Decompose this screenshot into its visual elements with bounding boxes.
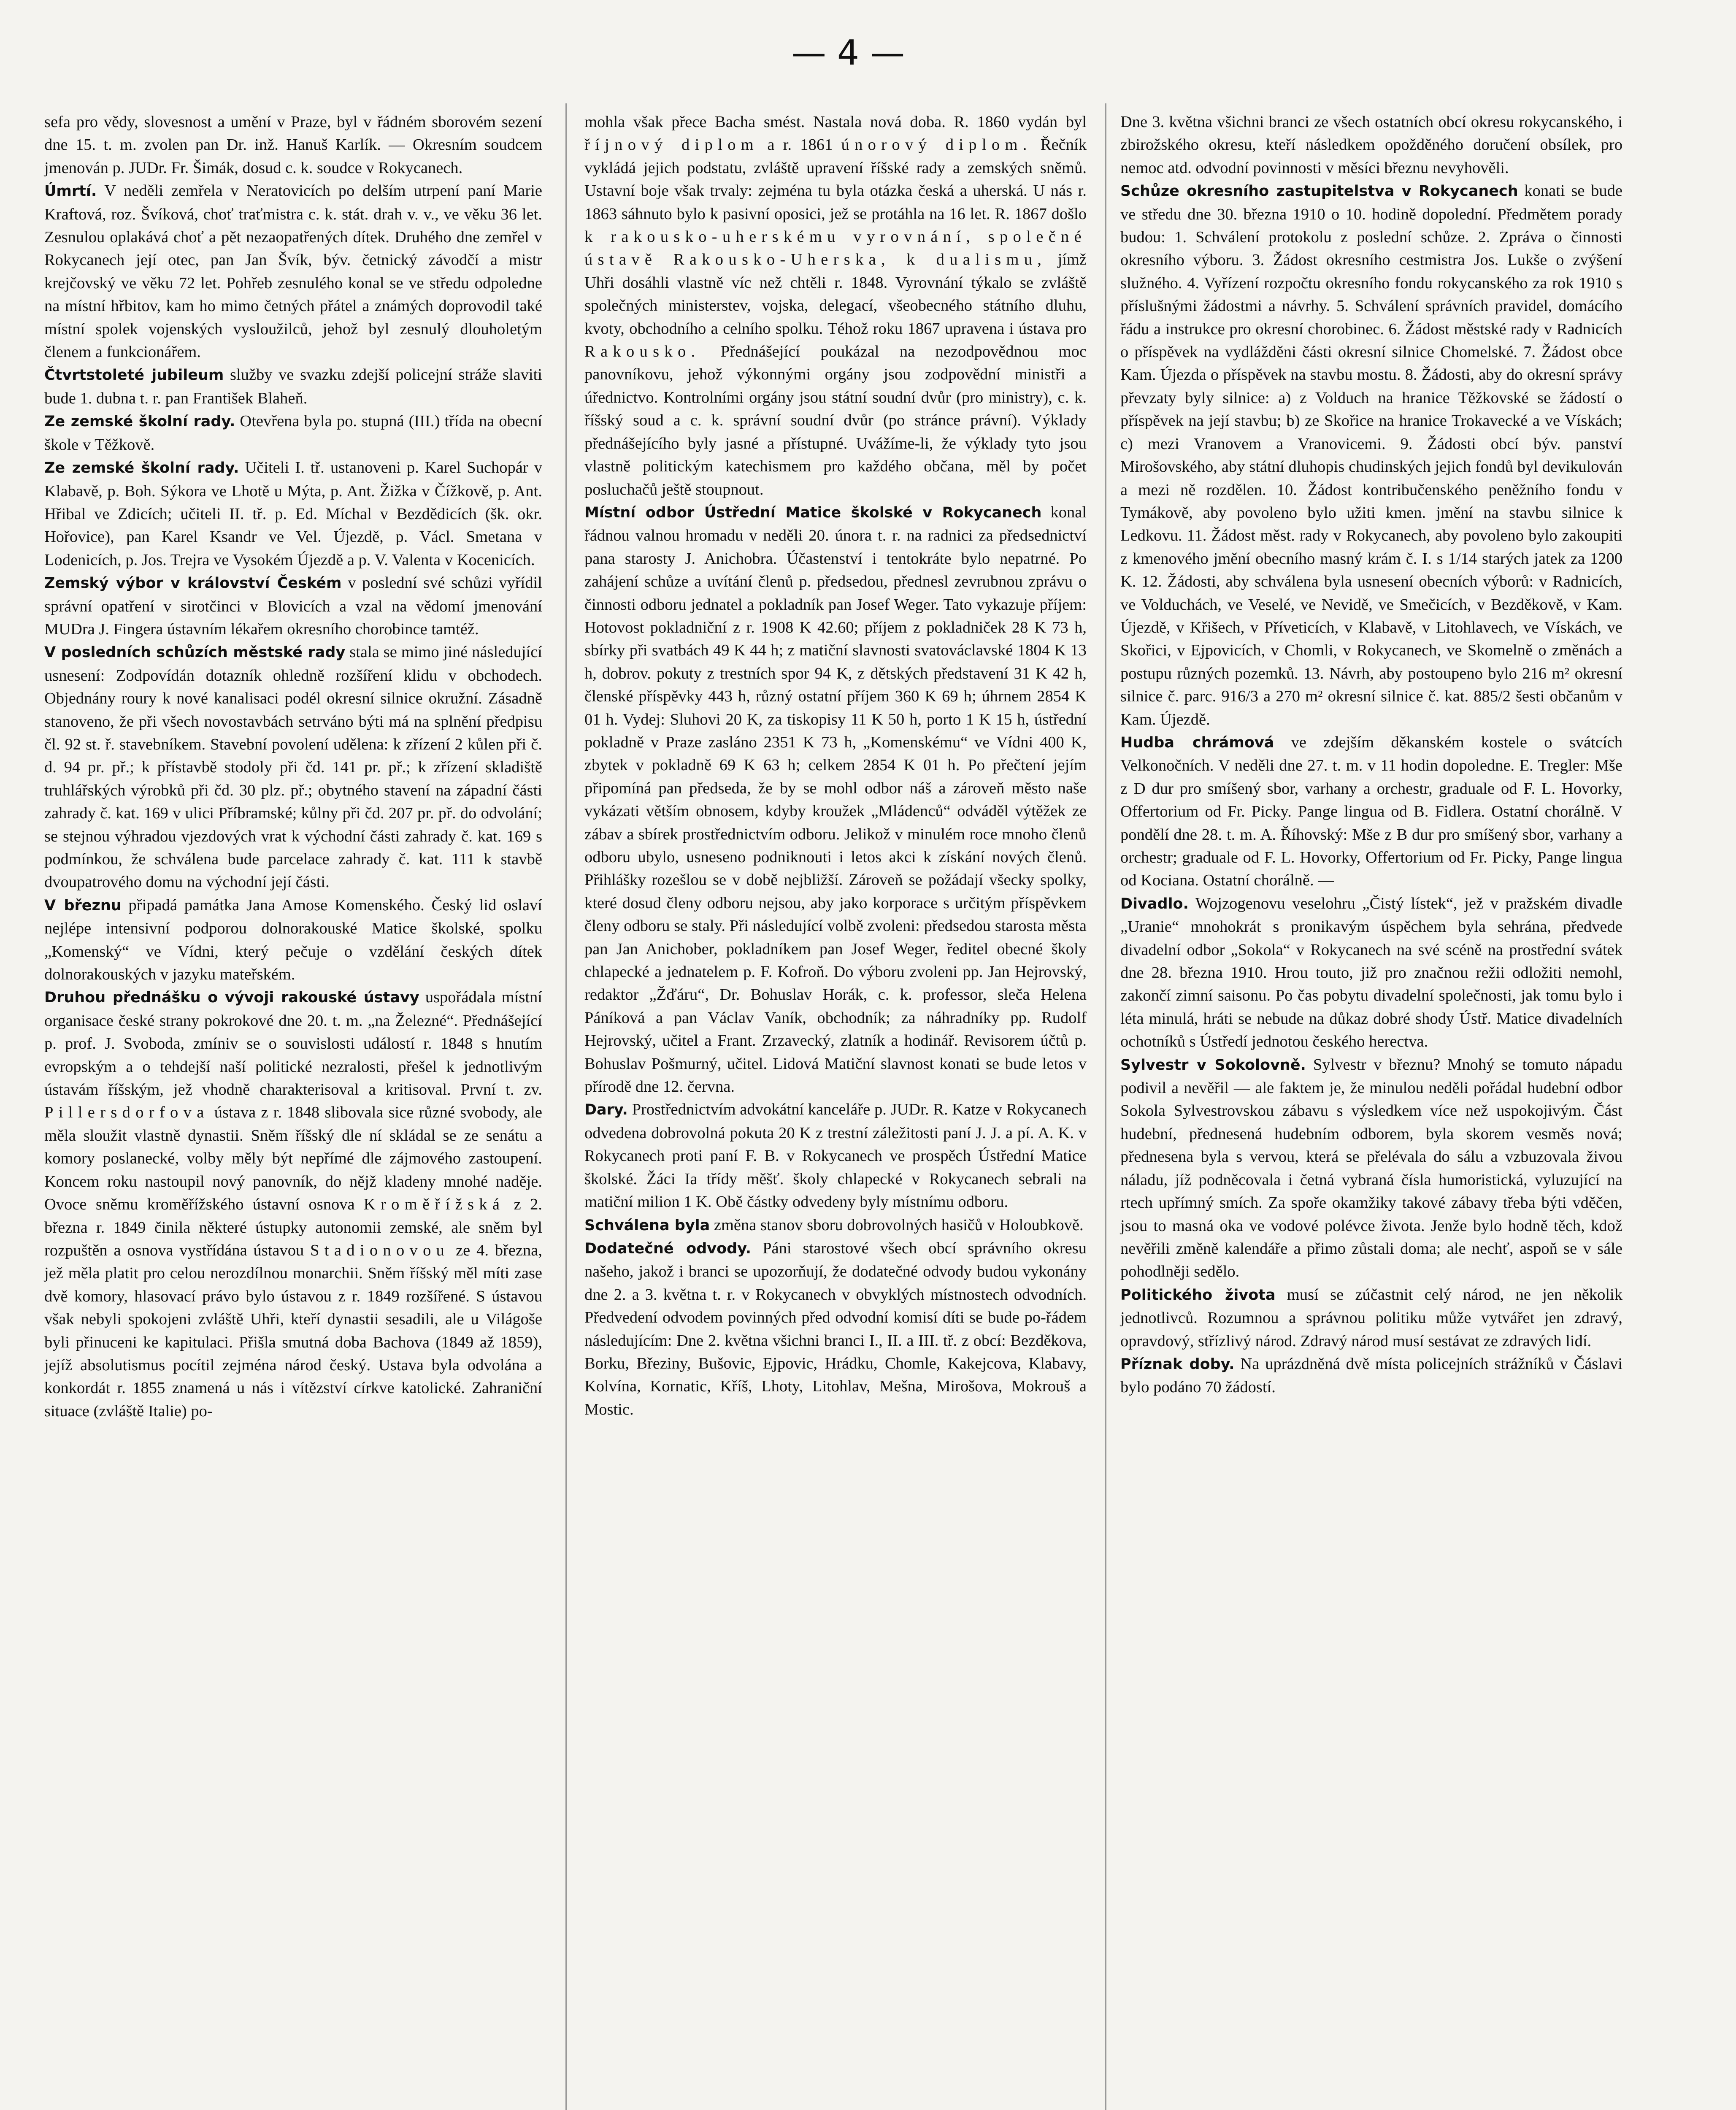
article-text: z 2. března r. 1849 činila některé ústupky autonomii zemské, ale sněm byl rozpuštěn a osnova vystřídána ústavou	[44, 1196, 542, 1259]
article	[1120, 731, 1622, 892]
article-text: Sylvestr v březnu? Mnohý se tomuto nápadu podivil a nevěřil — ale faktem je, že minulou neděli pořádal hudební odbor Sokola Sylvestrovskou zábavu s výsledkem více než uspokojivým. Část hudební, přednesená hudebním odborem, byla skorem vesměs nová; přednesena byla s vervou, která se přelévala do sálu a vzbuzovala živou náladu, jíž podněcovala i četná vybraná čísla humoristická, vyluzující na rtech upřímný smích. Za spoře okamžiky takové zábavy třeba býti vděčen, jsou to masná oka ve vodové polévce života. Jenže bylo hodně těch, kdož nevěřili změně kalendáře a přimo zůstali doma; ale nechť, aspoň se v sále pohodlněji sedělo.	[1120, 1055, 1622, 1281]
article-heading: Ze zemské školní rady.	[44, 413, 235, 430]
article-text: ve zdejším děkanském kostele o svátcích Velkonočních. V neděli dne 27. t. m. v 11 hodin dopoledne. E. Tregler: Mše z D dur pro smíšený sbor, varhany a orchestr, graduale od F. L. Hovorky, Offertorium od Fr. Picky. Pange lingua od B. Fidlera. Ostatní chorálně. V pondělí dne 28. t. m. A. Říhovský: Mše z B dur pro smíšený sbor, varhany a orchestr; graduale od F. L. Hovorky, Offertorium od Fr. Picky, Pange lingua od Kociana. Ostatní chorálně. —	[1120, 733, 1622, 890]
spaced-text: Pillersdorfova	[44, 1104, 209, 1122]
spaced-text: říjnový diplom	[584, 136, 759, 154]
article	[584, 1214, 1087, 1237]
article	[584, 1098, 1087, 1213]
spaced-text: únorový diplom.	[841, 136, 1032, 154]
article	[584, 1237, 1087, 1421]
spaced-text: Stadionovou	[310, 1241, 450, 1259]
article-text: jímž Uhři dosáhli vlastně víc než chtěli r. 1848. Vyrovnání týkalo se zvláště společných ministerstev, vojska, delegací, všeobecného státního dluhu, kvoty, obchodního a celního spolku. Téhož roku 1867 upravena i ústava pro	[584, 251, 1087, 338]
article-heading: Politického života	[1120, 1286, 1276, 1304]
article	[1120, 1283, 1622, 1353]
article-text: uspořádala místní organisace české strany pokrokové dne 20. t. m. „na Železné“. Přednášející p. prof. J. Svoboda, zmíniv se o souvislosti událostí r. 1848 s hnutím evropským a o tehdejší naší politické nezralosti, přešel k jednotlivým ústavám říšským, jež vhodně charakterisoval a kritisoval. První t. zv.	[44, 988, 542, 1099]
article-heading: V posledních schůzích městské rady	[44, 644, 346, 661]
article-text: v poslední své schůzi vyřídil správní opatření v sirotčinci v Blovicích a vzal na vědomí jmenování MUDra J. Fingera ústavním lékařem okresního chorobince tamtéž.	[44, 574, 542, 638]
article-heading: Dary.	[584, 1101, 628, 1119]
article-text: Na uprázdněná dvě místa policejních strážníků v Čáslavi bylo podáno 70 žádostí.	[1120, 1355, 1623, 1396]
page-number: — 4 —	[791, 33, 905, 73]
article-text: Učiteli I. tř. ustanoveni p. Karel Suchopár v Klabavě, p. Boh. Sýkora ve Lhotě u Mýta, p. Ant. Žižka v Čížkově, p. Ant. Hřibal ve Zdicích; učiteli II. tř. p. Ed. Míchal v Bezdědicích (šk. okr. Hořovice), pan Karel Ksandr ve Vel. Újezdě, p. Václ. Smetana v Lodenicích, p. Jos. Trejra ve Vysokém Újezdě a p. V. Valenta v Kocenicích.	[44, 459, 543, 569]
spaced-text: Kroměřížská	[363, 1196, 505, 1214]
article-heading: Divadlo.	[1120, 895, 1189, 912]
column-divider	[565, 103, 567, 2110]
article	[44, 986, 542, 1423]
column-1	[44, 111, 542, 1423]
column-3	[1120, 111, 1622, 1399]
article	[1120, 1053, 1622, 1283]
article	[44, 456, 542, 571]
article-heading: Schůze okresního zastupitelstva v Rokycanech	[1120, 183, 1518, 200]
article	[44, 179, 542, 363]
article-heading: Hudba chrámová	[1120, 734, 1274, 751]
article-text: změna stanov sboru dobrovolných hasičů v Holoubkově.	[710, 1216, 1084, 1234]
column-2	[584, 111, 1087, 1421]
article-heading: Místní odbor Ústřední Matice školské v Rokycanech	[584, 504, 1042, 521]
article-heading: Zemský výbor v království Českém	[44, 575, 342, 592]
article-text: konati se bude ve středu dne 30. března 1910 o 10. hodině dopolední. Předmětem porady budou: 1. Schválení protokolu z poslední schůze. 2. Zpráva o činnosti okresního výboru. 3. Žádost okresního cestmistra Jos. Lukše o zvýšení služného. 4. Vyřízení rozpočtu okresního fondu rokycanského za rok 1910 s příslušnými žádostmi a návrhy. 5. Schválení správních pravidel, domácího řádu a instrukce pro okresní chorobinec. 6. Žádost městské rady v Radnicích o příspěvek na vydlážděni části okresní silnice Chomelské. 7. Žádost obce Kam. Újezda o příspěvek na stavbu mostu. 8. Žádosti, aby do okresní správy převzaty byly silnice: a) z Volduch na hranice Těžkovské se žádostí o příspěvek na její stavbu; b) ze Skořice na hranice Trokavecké a ve Vískách; c) mezi Vranovem a Vranovicemi. 9. Žádosti obcí býv. panství Mirošovského, aby státní dluhopis chudinských jejich fondů byl devikulován a mezi ně rozdělen. 10. Žádost kontribučenského peněžního fondu v Tymákově, aby povoleno bylo užiti kmen. jmění na stavbu silnice k Ledkovu. 11. Žádost měst. rady v Rokycanech, aby povoleno bylo zakoupiti z kmenového jmění obecního masný krám č. I. s 1/14 starých jatek za 1200 K. 12. Žádosti, aby schválena byla usnesení obecních výborů: v Radnicích, ve Volduchách, ve Veselé, ve Nevidě, ve Smečicích, v Bezděkově, v Kam. Újezdě, v Křišech, v Příveticích, v Klabavě, v Litohlavech, ve Vískách, ve Skořici, v Ejpovicích, v Chomli, v Rokycanech, ve Skomelně o změnách a postupu různých pozemků. 13. Návrh, aby postoupeno bylo 216 m² okresní silnice č. parc. 916/3 a 270 m² okresní silnice č. kat. 885/2 šesti občanům v Kam. Újezdě.	[1120, 182, 1622, 728]
article-text: ústava z r. 1848 slibovala sice různé svobody, ale měla sloužit vlastně dynastii. Sněm říšský dle ní skládal se ze senátu a komory poslanecké, volby měly být nepřímé dle zájmového zastoupení. Koncem roku nastoupil nový panovník, do nějž kladeny mnohé naděje. Ovoce sněmu kroměřížského ústavní osnova	[44, 1104, 542, 1214]
article-heading: V březnu	[44, 897, 122, 914]
article	[44, 363, 542, 410]
spaced-text: k rakousko-uherskému vyrovnání, společné ústavě Rakousko-Uherska, k dualismu,	[584, 228, 1087, 269]
article-heading: Čtvrtstoleté jubileum	[44, 367, 224, 384]
article	[1120, 892, 1622, 1053]
article	[1120, 1353, 1622, 1399]
article-text: sefa pro vědy, slovesnost a umění v Praze, byl v řádném sborovém sezení dne 15. t. m. zvolen pan Dr. inž. Hanuš Karlík. — Okresním soudcem jmenován p. JUDr. Fr. Šimák, dosud c. k. soudce v Rokycanech.	[44, 113, 542, 177]
article-text: konal řádnou valnou hromadu v neděli 20. února t. r. na radnici za předsednictví pana starosty J. Anichobra. Účastenství i tentokráte bylo nepatrné. Po zahájení schůze a uvítání členů p. předsedou, přednesl zevrubnou zprávu o činnosti odboru jednatel a pokladník pan Josef Weger. Tato vykazuje příjem: Hotovost pokladniční z r. 1908 K 42.60; příjem z pokladniček 28 K 73 h, sbírky při svatbách 49 K 44 h; z matiční slavnosti svatováclavské 1804 K 13 h, dobrov. pokuty z trestních spor 94 K, z dětských představení 31 K 42 h, členské příspěvky 443 h, různý ostatní příjem 360 K 69 h; úhrnem 2854 K 01 h. Vydej: Sluhovi 20 K, za tiskopisy 11 K 50 h, porto 1 K 15 h, ústřední pokladně v Praze zasláno 2351 K 73 h, „Komenskému“ ve Vídni 400 K, zbytek v pokladně 69 K 63 h; celkem 2854 K 01 h. Po přečtení jejím připomíná pan předseda, že by se mohl odbor náš a zároveň město naše vykázati větším obnosem, kdyby kroužek „Mládenců“ odváděl výtěžek ze zábav a sbírek prostřednictvím odboru. Jelikož v minulém roce mnoho členů odboru ubylo, usneseno podniknouti i letos akci k získání nových členů. Přihlášky rozešlou se v době nejbližší. Zároveň se požádají všecky spolky, které dosud členy odboru nejsou, aby jako korporace s určitým příspěvkem členy odboru se staly. Při následující volbě zvoleni: předsedou starosta města pan Jan Anichober, pokladníkem pan Josef Weger, ředitel obecné školy chlapecké a jednatelem p. F. Kofroň. Do výboru zvoleni pp. Jan Hejrovský, redaktor „Žďáru“, Dr. Bohuslav Horák, c. k. professor, sleča Helena Páníková a pan Václav Vaník, obchodník; za náhradníky pp. Rudolf Hejrovský, učitel a Frant. Zrzavecký, zlatník a hodinář. Revisorem účtů p. Bohuslav Pošmurný, učitel. Lidová Matiční slavnost konati se bude letos v přírodě dne 12. června.	[584, 503, 1087, 1096]
article-heading: Schválena byla	[584, 1217, 710, 1234]
article-text: Přednášející poukázal na nezodpovědnou moc panovníkovu, jehož výkonnými orgány jsou zodpovědní ministři a úřednictvo. Kontrolními orgány jsou státní soudní dvůr (pro ministry), c. k. říšský soud a c. k. správní soudní dvůr (po stránce právní). Výklady přednášejícího byly jasné a přístupné. Uvážíme-li, že výklady tyto jsou vlastně politickým katechismem pro každého občana, měl by počet posluchačů ještě stoupnout.	[584, 343, 1087, 498]
article-heading: Úmrtí.	[44, 183, 97, 200]
article-text: Dne 3. května všichni branci ze všech ostatních obcí okresu rokycanského, i zbirožského okresu, kteří následkem opožděného doručení obsílek, pro nemoc atd. odvodní povinnosti v měsíci březnu nevyhověli.	[1120, 113, 1622, 177]
article	[584, 501, 1087, 1098]
article-text: a r. 1861	[759, 136, 841, 154]
article-heading: Sylvestr v Sokolovně.	[1120, 1056, 1306, 1074]
article-text: Prostřednictvím advokátní kanceláře p. JUDr. R. Katze v Rokycanech odvedena dobrovolná pokuta 20 K z trestní záležitosti paní J. J. a pí. A. K. v Rokycanech proti paní F. B. v Rokycanech ve prospěch Ústřední Matice školské. Žáci Ia třídy měšť. školy chlapecké v Rokycanech sebrali na matiční milion 1 K. Obě částky odvedeny byly místnímu odboru.	[584, 1101, 1087, 1211]
article-heading: Příznak doby.	[1120, 1355, 1235, 1373]
article-text: služby ve svazku zdejší policejní stráže slaviti bude 1. dubna t. r. pan František Blaheň.	[44, 366, 542, 407]
article-text: stala se mimo jiné následující usnesení: Zodpovídán dotazník ohledně rozšíření klidu v obchodech. Objednány roury k nové kanalisaci podél okresní silnice okružní. Zásadně stanoveno, že při všech novostavbách setrváno býti má na splnění předpisu čl. 92 st. ř. stavebníkem. Stavební povolení udělena: k zřízení 2 kůlen při č. d. 94 pr. př.; k přístavbě stodoly při čd. 141 pr. př.; k zřízení skladiště truhlářských výrobků při čd. 30 plz. př.; obytného stavení na západní části zahrady č. kat. 169 v ulici Příbramské; kůlny při čd. 207 pr. př. do odvolání; se stejnou výhradou vjezdových vrat k východní části zahrady č. kat. 169 s podmínkou, že schválena bude parcelace zahrady č. kat. 111 k stavbě dvoupatrového domu na východní její části.	[44, 643, 543, 891]
article	[1120, 111, 1622, 179]
article-text: Otevřena byla po. stupná (III.) třída na obecní škole v Těžkově.	[44, 412, 542, 454]
article	[44, 111, 542, 179]
article-text: připadá památka Jana Amose Komenského. Český lid oslaví nejlépe intensivní podporou dolnorakouské Matice školské, spolku „Komenský“ ve Vídni, který pečuje o vzdělání českých dítek dolnorakouských v jazyku mateřském.	[44, 896, 542, 984]
article-text: Řečník vykládá jejich podstatu, zvláště upravení říšské rady a zemských sněmů. Ustavní boje však trvaly: zejména tu byla otázka česká a uherská. U nás r. 1863 sáhnuto bylo k pasivní oposici, jež se protáhla na 16 let. R. 1867 došlo	[584, 136, 1087, 223]
article	[44, 894, 542, 986]
article-heading: Druhou přednášku o vývoji rakouské ústavy	[44, 989, 419, 1006]
article-text: Páni starostové všech obcí správního okresu našeho, jakož i branci se upozorňují, že dodatečné odvody budou vykonány dne 2. a 3. května t. r. v Rokycanech v obvyklých místnostech odvodních. Předvedení odvodem povinných před odvodní komisí díti se bude po-řádem následujícím: Dne 2. května všichni branci I., II. a III. tř. z obcí: Bezděkova, Borku, Březiny, Bušovic, Ejpovic, Hrádku, Chomle, Kakejcova, Klabavy, Kolvína, Kornatic, Kříš, Lhoty, Litohlav, Mešna, Mirošova, Mokrouš a Mostic.	[584, 1239, 1087, 1418]
article	[44, 641, 542, 893]
article-text: musí se zúčastnit celý národ, ne jen několik jednotlivců. Rozumnou a správnou politiku může vytvářet jen zdravý, opravdový, střízlivý národ. Zdravý národ musí sestávat ze zdravých lidí.	[1120, 1285, 1623, 1350]
article-text: mohla však přece Bacha smést. Nastala nová doba. R. 1860 vydán byl	[584, 113, 1087, 131]
article	[1120, 179, 1622, 731]
article-text: Wojzogenovu veselohru „Čistý lístek“, jež v pražském divadle „Uranie“ mnohokrát s pronikavým úspěchem byla sehrána, předvede divadelní odbor „Sokola“ v Rokycanech na své scéně na prostřední svátek dne 28. března 1910. Hrou touto, již pro značnou režii odložiti nemohl, zakončí zimní saisonu. Po čas pobytu divadelní společnosti, jak tomu bylo i léta minulá, hráti se nebude na důkaz dobré shody Ústř. Matice divadelních ochotníků s Ústředí jednotou českého herectva.	[1120, 894, 1622, 1051]
article	[44, 410, 542, 456]
article-text: ze 4. března, jež měla platit pro celou nerozdílnou monarchii. Sněm říšský měl míti zase dvě komory, hlasovací právo bylo ústavou z r. 1849 rozšířené. S ústavou však nebyli spokojeni zvláště Uhři, kteří dynastii sesadili, ale u Világoše byli přinuceni ke kapitulaci. Přišla smutná doba Bachova (1849 až 1859), jejíž absolutismus pocítil zejména národ český. Ustava byla odvolána a konkordát r. 1855 znamená u nás i vítězství církve katolické. Zahraniční situace (zvláště Italie) po-	[44, 1241, 542, 1420]
article	[584, 111, 1087, 501]
article	[44, 571, 542, 641]
article-heading: Dodatečné odvody.	[584, 1240, 752, 1257]
article-text: V neděli zemřela v Neratovicích po delším utrpení paní Marie Kraftová, roz. Švíková, choť traťmistra c. k. stát. drah v. v., ve věku 36 let. Zesnulou oplakává choť a pět nezaopatřených dítek. Druhého dne zemřel v Rokycanech její otec, pan Jan Švík, býv. četnický závodčí a mistr krejčovský ve věku 72 let. Pohřeb zesnulého konal se ve středu odpoledne na místní hřbitov, kam ho mimo četných přátel a známých doprovodil také místní spolek vojenských vysloužilců, jehož byl zesnulý dlouholetým členem a funkcionářem.	[44, 182, 542, 361]
column-divider	[1105, 103, 1106, 2110]
article-heading: Ze zemské školní rady.	[44, 460, 239, 477]
spaced-text: Rakousko.	[584, 343, 700, 361]
